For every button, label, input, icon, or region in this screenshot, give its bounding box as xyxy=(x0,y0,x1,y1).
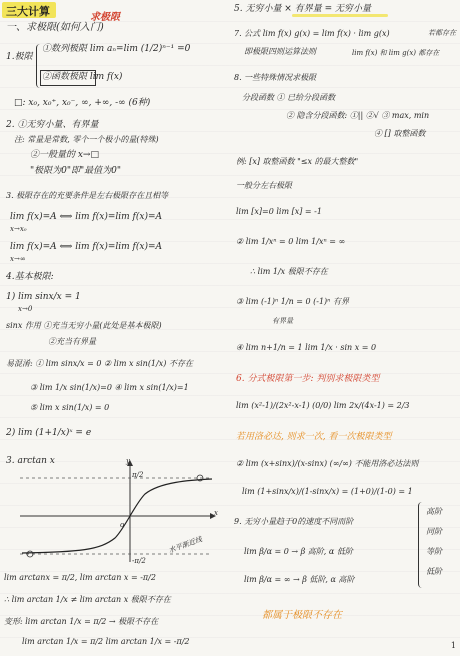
r-line-19: lim (1+sinx/x)/(1-sinx/x) = (1+0)/(1-0) = 1 xyxy=(242,487,413,496)
s3-eq2-sub: x→∞ xyxy=(10,255,26,263)
graph-note: 水平渐近线 xyxy=(167,535,204,555)
s4-4: 易混淆: ① lim sinx/x = 0 ② lim x sin(1/x) 不存在 xyxy=(6,359,193,368)
r-line-17: 若用洛必达, 则求一次, 看一次极限类型 xyxy=(236,432,392,442)
s1-seq-limit: ①数列极限 lim aₙ=lim (1/2)ⁿ⁻¹ =0 xyxy=(42,44,191,54)
s1-boxes: □: x₀, x₀⁺, x₀⁻, ∞, +∞, -∞ (6种) xyxy=(14,98,151,108)
r-line-21: lim β/α = 0 → β 高阶, α 低阶 xyxy=(244,547,353,556)
s3-eq2: lim f(x)=A ⟺ lim f(x)=lim f(x)=A xyxy=(10,242,162,252)
r-line-2-note: 若都存在 xyxy=(428,29,456,37)
r-line-3: 即极限四则运算法则 xyxy=(244,47,316,56)
r-line-20: 9. 无穷小量趋于0的速度不同而阶 xyxy=(234,517,354,526)
r-line-18: ② lim (x+sinx)/(x-sinx) (∞/∞) 不能用洛必达法则 xyxy=(236,459,419,468)
side-item-4: 低阶 xyxy=(426,567,442,576)
s4-p3: 3. arctan x xyxy=(6,456,55,466)
s2-d: "极限为0"即"最值为0" xyxy=(30,166,122,176)
graph-x-label: x xyxy=(214,509,218,517)
s1-label: 1.极限 xyxy=(6,52,33,62)
arctan-line-2: ∴ lim arctan 1/x ≠ lim arctan x 极限不存在 xyxy=(4,595,171,604)
r-line-10: lim [x]=0 lim [x] = -1 xyxy=(236,207,322,216)
s4-2: sinx 作用 ①充当无穷小量(此处是基本极限) xyxy=(6,321,162,330)
r-line-13: ③ lim (-1)ⁿ 1/n = 0 (-1)ⁿ 有界 xyxy=(236,297,349,306)
r-line-6: ② 隐含分段函数: ①|| ②√ ③ max, min xyxy=(286,111,430,120)
graph-bottom-asymptote: -π/2 xyxy=(132,557,146,565)
s4-6: ⑤ lim x sin(1/x) = 0 xyxy=(30,403,110,412)
graph-origin: o xyxy=(120,521,125,529)
s4-5: ③ lim 1/x sin(1/x)=0 ④ lim x sin(1/x)=1 xyxy=(30,383,189,392)
s3-eq1: lim f(x)=A ⟺ lim f(x)=lim f(x)=A xyxy=(10,212,162,222)
r-line-4: 8. 一些特殊情况求极限 xyxy=(234,73,317,82)
s4-3: ②充当有界量 xyxy=(48,337,96,346)
page-title: 三大计算 xyxy=(6,5,50,18)
s4-1: 1) lim sinx/x = 1 xyxy=(6,292,81,302)
r-line-3-note: lim f(x) 和 lim g(x) 都存在 xyxy=(352,49,440,57)
page-number: 1 xyxy=(450,641,456,650)
r-line-2: 7. 公式 lim f(x) g(x) = lim f(x) · lim g(x) xyxy=(234,29,390,38)
r-line-8: 例: [x] 取整函数 "≤x 的最大整数" xyxy=(236,157,359,166)
s1-func-limit: ②函数极限 lim f(x) xyxy=(42,72,123,82)
r-line-15: 6. 分式极限第一步: 判别求极限类型 xyxy=(236,374,380,384)
side-item-1: 高阶 xyxy=(426,507,442,516)
s3: 3. 极限存在的充要条件是左右极限存在且相等 xyxy=(6,191,169,200)
r-line-5: 分段函数 ① 已给分段函数 xyxy=(242,93,336,102)
arctan-line-1: lim arctanx = π/2, lim arctan x = -π/2 xyxy=(4,573,156,582)
s3-eq1-sub: x→x₀ xyxy=(10,225,27,233)
side-item-2: 同阶 xyxy=(426,527,442,536)
r-line-22: lim β/α = ∞ → β 低阶, α 高阶 xyxy=(244,575,355,584)
r-line-11: ② lim 1/xⁿ = 0 lim 1/xⁿ = ∞ xyxy=(236,237,346,246)
r-line-14: ④ lim n+1/n = 1 lim 1/x · sin x = 0 xyxy=(236,343,377,352)
s4-1-sub: x→0 xyxy=(18,305,33,313)
r-line-7: ④ [] 取整函数 xyxy=(374,129,426,138)
r-line-1: 5. 无穷小量 × 有界量 = 无穷小量 xyxy=(234,4,371,14)
r-line-13b: 有界量 xyxy=(272,317,293,325)
graph-y-label: y xyxy=(126,457,130,465)
arctan-line-3: 变形: lim arctan 1/x = π/2 → 极限不存在 xyxy=(4,617,159,626)
page-subtitle: 求极限 xyxy=(90,12,120,23)
arctan-line-4: lim arctan 1/x = π/2 lim arctan 1/x = -π/2 xyxy=(22,637,190,646)
r-line-16: lim (x²-1)/(2x²-x-1) (0/0) lim 2x/(4x-1) = 2/3 xyxy=(236,401,410,410)
arctan-graph xyxy=(0,458,230,568)
s2-c: ②一般量的 x→□ xyxy=(30,150,99,160)
side-brace xyxy=(418,502,425,588)
graph-top-asymptote: π/2 xyxy=(132,471,144,479)
s1-func-box xyxy=(40,70,96,86)
right-column xyxy=(232,0,460,656)
r-line-23: 都属于极限不存在 xyxy=(262,610,342,621)
s2-b: 注: 常量是常数, 零个一个极小的量(特殊) xyxy=(14,135,159,144)
s2-a: 2. ①无穷小量、有界量 xyxy=(6,120,99,130)
s4: 4.基本极限: xyxy=(6,272,54,282)
r1-underline xyxy=(292,14,388,17)
r-line-9: 一般分左右极限 xyxy=(236,181,292,190)
s4-p2: 2) lim (1+1/x)ˣ = e xyxy=(6,428,92,438)
section-1-heading: 一、求极限(如何入门) xyxy=(6,22,104,33)
r-line-12: ∴ lim 1/x 极限不存在 xyxy=(250,267,328,276)
side-item-3: 等阶 xyxy=(426,547,442,556)
